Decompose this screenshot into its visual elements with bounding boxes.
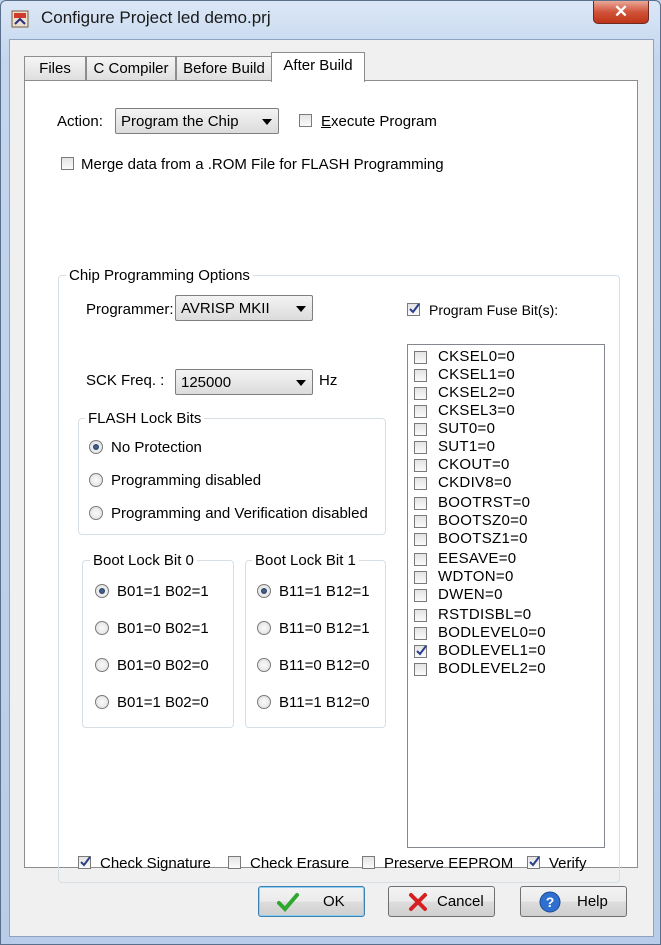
fuse-checkbox[interactable] bbox=[414, 477, 427, 490]
verify-checkbox[interactable] bbox=[527, 856, 540, 869]
fuse-label: SUT0=0 bbox=[438, 420, 496, 437]
checkmark-icon bbox=[527, 854, 542, 869]
sck-freq-select[interactable] bbox=[175, 369, 313, 395]
fuse-checkbox[interactable] bbox=[414, 589, 427, 602]
cancel-button[interactable] bbox=[388, 886, 495, 917]
checkmark-icon bbox=[407, 301, 422, 316]
title-bar[interactable] bbox=[1, 1, 660, 37]
option-programming-disabled: Programming disabled bbox=[111, 472, 262, 489]
programmer-value: AVRISP MKII bbox=[181, 300, 270, 317]
radio-b11-1-b12-0[interactable] bbox=[257, 695, 271, 709]
fuse-checkbox[interactable] bbox=[414, 441, 427, 454]
programmer-select[interactable] bbox=[175, 295, 313, 321]
sck-label: SCK Freq. : bbox=[86, 372, 165, 389]
check-erasure-checkbox[interactable] bbox=[228, 856, 241, 869]
action-value: Program the Chip bbox=[121, 113, 239, 130]
option-b01-1-b02-0: B01=1 B02=0 bbox=[117, 694, 209, 711]
radio-b11-0-b12-1[interactable] bbox=[257, 621, 271, 635]
fuse-label: RSTDISBL=0 bbox=[438, 606, 532, 623]
tab-label: C Compiler bbox=[93, 60, 169, 77]
chevron-down-icon bbox=[296, 380, 306, 386]
radio-b11-1-b12-1[interactable] bbox=[257, 584, 271, 598]
fuse-checkbox[interactable] bbox=[414, 351, 427, 364]
action-select[interactable] bbox=[115, 108, 279, 134]
fuse-label: BODLEVEL2=0 bbox=[438, 660, 546, 677]
option-b01-0-b02-1: B01=0 B02=1 bbox=[117, 620, 209, 637]
fuse-label: CKDIV8=0 bbox=[438, 474, 512, 491]
fuse-label: CKOUT=0 bbox=[438, 456, 510, 473]
program-fuse-checkbox[interactable] bbox=[407, 303, 420, 316]
chip-programming-label: Chip Programming Options bbox=[66, 267, 253, 284]
fuse-label: CKSEL1=0 bbox=[438, 366, 516, 383]
execute-program-checkbox[interactable] bbox=[299, 114, 312, 127]
sck-unit: Hz bbox=[319, 372, 338, 389]
fuse-checkbox[interactable] bbox=[414, 663, 427, 676]
option-b01-0-b02-0: B01=0 B02=0 bbox=[117, 657, 209, 674]
tab-c-compiler[interactable] bbox=[86, 56, 176, 81]
programmer-label: Programmer: bbox=[86, 301, 174, 318]
fuse-label: WDTON=0 bbox=[438, 568, 514, 585]
ok-label: OK bbox=[323, 893, 345, 910]
after-build-panel bbox=[24, 80, 638, 872]
action-label: Action: bbox=[57, 113, 103, 130]
radio-b01-1-b02-1[interactable] bbox=[95, 584, 109, 598]
cancel-label: Cancel bbox=[437, 893, 484, 910]
check-icon bbox=[277, 892, 299, 912]
option-b01-1-b02-1: B01=1 B02=1 bbox=[117, 583, 209, 600]
radio-prog-verif-disabled[interactable] bbox=[89, 506, 103, 520]
close-icon: ✕ bbox=[613, 2, 629, 21]
tab-before-build[interactable] bbox=[176, 56, 272, 81]
boot-lock-1-label: Boot Lock Bit 1 bbox=[252, 552, 359, 569]
sck-value: 125000 bbox=[181, 374, 232, 391]
fuse-bits-list[interactable] bbox=[407, 344, 605, 848]
program-fuse-label: Program Fuse Bit(s): bbox=[429, 302, 559, 318]
checkmark-icon bbox=[78, 854, 93, 869]
fuse-checkbox[interactable] bbox=[414, 609, 427, 622]
fuse-label: SUT1=0 bbox=[438, 438, 496, 455]
radio-b01-0-b02-0[interactable] bbox=[95, 658, 109, 672]
fuse-label: BOOTRST=0 bbox=[438, 494, 531, 511]
tab-label: Before Build bbox=[183, 60, 265, 77]
help-icon bbox=[539, 891, 561, 913]
fuse-label: BODLEVEL0=0 bbox=[438, 624, 546, 641]
fuse-label: BODLEVEL1=0 bbox=[438, 642, 546, 659]
option-b11-1-b12-0: B11=1 B12=0 bbox=[279, 694, 370, 711]
verify-label: Verify bbox=[549, 855, 587, 872]
radio-b01-1-b02-0[interactable] bbox=[95, 695, 109, 709]
help-label: Help bbox=[577, 893, 608, 910]
boot-lock-0-label: Boot Lock Bit 0 bbox=[90, 552, 197, 569]
tab-label: After Build bbox=[283, 57, 353, 74]
fuse-checkbox[interactable] bbox=[414, 459, 427, 472]
option-b11-1-b12-1: B11=1 B12=1 bbox=[279, 583, 370, 600]
fuse-checkbox[interactable] bbox=[414, 387, 427, 400]
option-no-protection: No Protection bbox=[111, 439, 202, 456]
fuse-checkbox[interactable] bbox=[414, 553, 427, 566]
svg-text:?: ? bbox=[545, 894, 555, 910]
red-x-icon bbox=[407, 892, 429, 912]
ok-button[interactable] bbox=[258, 886, 365, 917]
dialog-client bbox=[9, 39, 654, 937]
close-button[interactable] bbox=[593, 1, 649, 24]
option-b11-0-b12-1: B11=0 B12=1 bbox=[279, 620, 370, 637]
radio-selected-dot bbox=[99, 588, 105, 594]
radio-selected-dot bbox=[261, 588, 267, 594]
fuse-label: CKSEL0=0 bbox=[438, 348, 516, 365]
check-signature-checkbox[interactable] bbox=[78, 856, 91, 869]
merge-rom-label: Merge data from a .ROM File for FLASH Programming bbox=[81, 156, 444, 173]
fuse-checkbox[interactable] bbox=[414, 533, 427, 546]
tab-after-build[interactable] bbox=[271, 52, 365, 82]
tab-files[interactable] bbox=[24, 56, 86, 81]
radio-programming-disabled[interactable] bbox=[89, 473, 103, 487]
chevron-down-icon bbox=[296, 306, 306, 312]
fuse-checkbox[interactable] bbox=[414, 515, 427, 528]
check-erasure-label: Check Erasure bbox=[250, 855, 350, 872]
fuse-checkbox[interactable] bbox=[414, 405, 427, 418]
fuse-label: CKSEL2=0 bbox=[438, 384, 516, 401]
radio-b11-0-b12-0[interactable] bbox=[257, 658, 271, 672]
fuse-label: CKSEL3=0 bbox=[438, 402, 516, 419]
preserve-eeprom-checkbox[interactable] bbox=[362, 856, 375, 869]
fuse-checkbox[interactable] bbox=[414, 369, 427, 382]
fuse-checkbox[interactable] bbox=[414, 571, 427, 584]
fuse-checkbox[interactable] bbox=[414, 497, 427, 510]
radio-b01-0-b02-1[interactable] bbox=[95, 621, 109, 635]
fuse-checkbox[interactable] bbox=[414, 645, 427, 658]
preserve-eeprom-label: Preserve EEPROM bbox=[384, 855, 514, 872]
execute-program-text: xecute Program bbox=[331, 113, 437, 130]
radio-selected-dot bbox=[93, 444, 99, 450]
checkmark-icon bbox=[414, 643, 429, 658]
option-prog-verif-disabled: Programming and Verification disabled bbox=[111, 505, 368, 522]
fuse-label: BOOTSZ1=0 bbox=[438, 530, 528, 547]
app-icon bbox=[11, 10, 29, 28]
radio-no-protection[interactable] bbox=[89, 440, 103, 454]
execute-program-label: Execute Program bbox=[321, 113, 437, 130]
fuse-label: DWEN=0 bbox=[438, 586, 503, 603]
fuse-checkbox[interactable] bbox=[414, 423, 427, 436]
help-button[interactable] bbox=[520, 886, 627, 917]
chevron-down-icon bbox=[262, 119, 272, 125]
flash-lock-label: FLASH Lock Bits bbox=[85, 410, 204, 427]
merge-rom-checkbox[interactable] bbox=[61, 157, 74, 170]
check-signature-label: Check Signature bbox=[100, 855, 211, 872]
fuse-label: BOOTSZ0=0 bbox=[438, 512, 528, 529]
fuse-label: EESAVE=0 bbox=[438, 550, 517, 567]
window-title: Configure Project led demo.prj bbox=[41, 8, 271, 27]
tab-label: Files bbox=[39, 60, 71, 77]
fuse-checkbox[interactable] bbox=[414, 627, 427, 640]
option-b11-0-b12-0: B11=0 B12=0 bbox=[279, 657, 370, 674]
